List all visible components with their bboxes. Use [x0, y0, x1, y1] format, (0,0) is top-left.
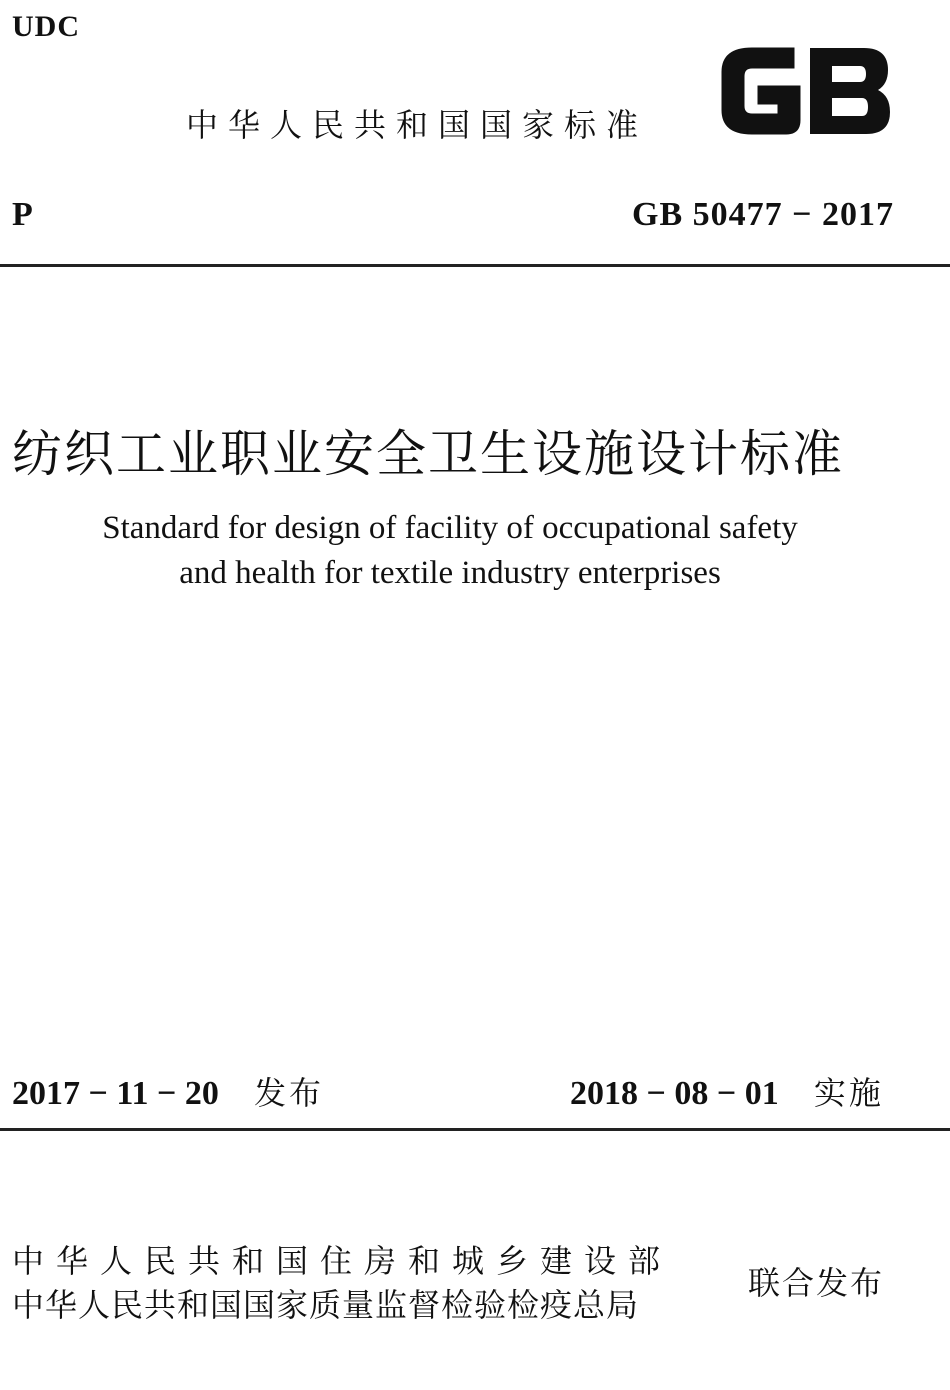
implement-label: 实施 [813, 1074, 884, 1112]
publisher-line1: 中华人民共和国住房和城乡建设部 [12, 1242, 673, 1280]
gb-logo-b [810, 48, 890, 134]
publisher-line2: 中华人民共和国国家质量监督检验检疫总局 [12, 1286, 640, 1324]
title-chinese: 纺织工业职业安全卫生设施设计标准 [12, 425, 844, 483]
implement-date: 2018 − 08 − 01 [570, 1075, 779, 1112]
top-divider [0, 264, 950, 267]
title-english-line1: Standard for design of facility of occupational safety [102, 510, 798, 546]
issue-date: 2017 − 11 − 20 [12, 1075, 219, 1112]
gb-logo [716, 42, 894, 140]
category-label: P [12, 196, 33, 233]
joint-publish-label: 联合发布 [748, 1264, 885, 1302]
standard-type: 中华人民共和国国家标准 [186, 106, 649, 144]
bottom-divider [0, 1128, 950, 1131]
standard-number: GB 50477 − 2017 [632, 196, 894, 233]
gb-logo-g [722, 48, 800, 134]
issue-label: 发布 [253, 1074, 324, 1112]
title-english [0, 506, 900, 596]
udc-label: UDC [12, 10, 80, 43]
implement-date-block [570, 1068, 884, 1114]
issue-date-block [12, 1068, 324, 1114]
title-english-line2: and health for textile industry enterprises [179, 555, 721, 591]
